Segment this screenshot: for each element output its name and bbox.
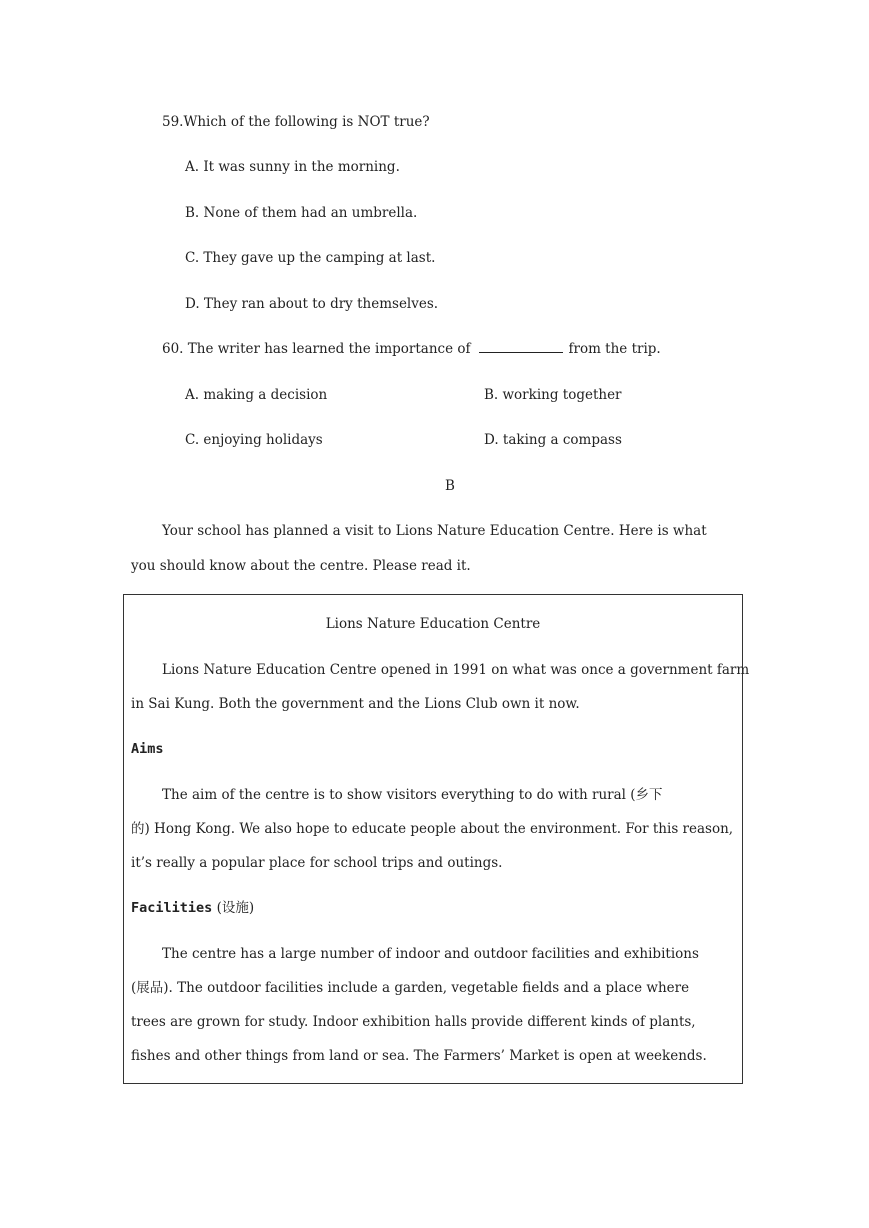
question-59-option-b: B. None of them had an umbrella. [185,205,418,221]
section-intro-line-2: you should know about the centre. Please read it. [131,558,471,574]
question-59-option-d: D. They ran about to dry themselves. [185,296,439,312]
question-60-option-c: C. enjoying holidays [185,432,323,448]
aims-line-2: 的) Hong Kong. We also hope to educate people about the environment. For this reason, [131,821,734,837]
question-59-option-c: C. They gave up the camping at last. [185,250,436,266]
question-60-option-b: B. working together [484,387,622,403]
question-60-stem-after: from the trip. [568,341,661,357]
aims-heading: Aims [131,741,164,757]
facilities-line-2: (展品). The outdoor facilities include a garden, vegetable fields and a place where [131,980,690,996]
section-intro-line-1: Your school has planned a visit to Lions Nature Education Centre. Here is what [162,523,707,539]
facilities-line-1: The centre has a large number of indoor and outdoor facilities and exhibitions [162,946,699,962]
question-59-stem: 59.Which of the following is NOT true? [162,114,430,130]
question-60-stem-before: 60. The writer has learned the importance of [162,341,471,357]
question-59-option-a: A. It was sunny in the morning. [185,159,400,175]
aims-line-3: it’s really a popular place for school trips and outings. [131,855,503,871]
question-60-stem [162,340,661,358]
aims-line-1: The aim of the centre is to show visitors everything to do with rural (乡下 [162,787,663,803]
notice-intro-line-2: in Sai Kung. Both the government and the Lions Club own it now. [131,696,580,712]
notice-box [123,594,750,1084]
facilities-heading: Facilities [131,900,213,916]
facilities-note: (设施) [216,900,255,916]
answer-blank [479,340,563,353]
facilities-heading-row [131,899,254,917]
section-letter: B [445,478,455,494]
question-60-option-d: D. taking a compass [484,432,622,448]
question-60-option-a: A. making a decision [185,387,328,403]
facilities-line-3: trees are grown for study. Indoor exhibition halls provide different kinds of plants, [131,1014,696,1030]
notice-title: Lions Nature Education Centre [325,616,541,632]
facilities-line-4: fishes and other things from land or sea. The Farmers’ Market is open at weekends. [131,1048,707,1064]
notice-intro-line-1: Lions Nature Education Centre opened in 1991 on what was once a government farm [162,662,750,678]
